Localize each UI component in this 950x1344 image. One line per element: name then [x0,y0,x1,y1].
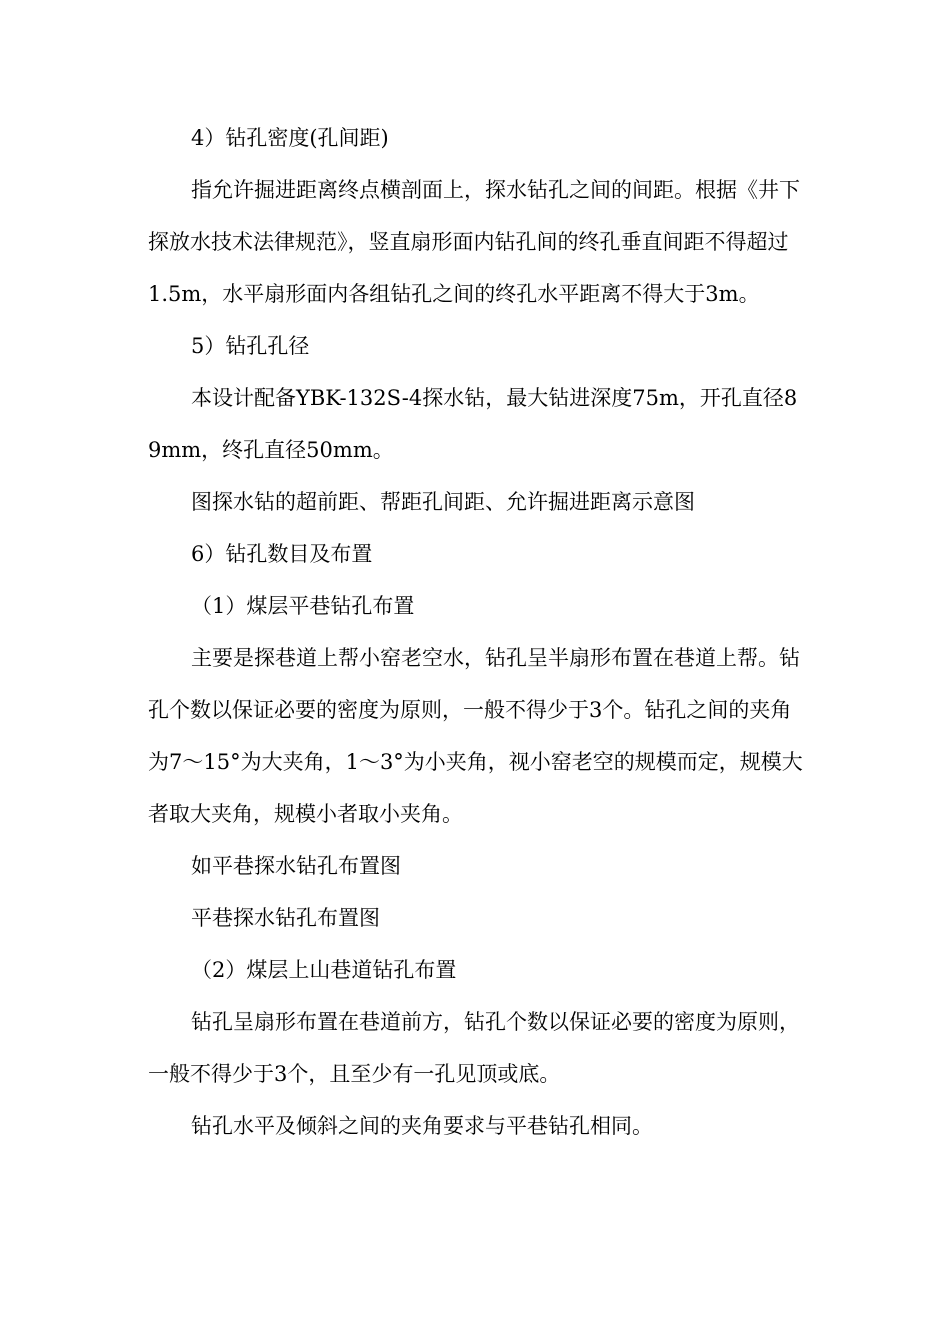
figure-caption-advance-distance: 图探水钻的超前距、帮距孔间距、允许掘进距离示意图 [191,490,695,514]
heading-drill-count-layout: 6）钻孔数目及布置 [191,542,373,566]
paragraph-angle-requirement: 钻孔水平及倾斜之间的夹角要求与平巷钻孔相同。 [191,1114,653,1138]
paragraph-level-roadway: 主要是探巷道上帮小窑老空水，钻孔呈半扇形布置在巷道上帮。钻孔个数以保证必要的密度为原则，一般不得少于3个。钻孔之间的夹角为7～15°为大夹角，1～3°为小夹角，视小窑老空的规模而定，规模大者取大夹角，规模小者取小夹角。 [148,646,803,826]
paragraph-drill-density: 指允许掘进距离终点横剖面上，探水钻孔之间的间距。根据《井下探放水技术法律规范》，竖直扇形面内钻孔间的终孔垂直间距不得超过1.5m，水平扇形面内各组钻孔之间的终孔水平距离不得大于3m。 [148,178,800,306]
document-body [148,112,803,1152]
paragraph-drill-diameter: 本设计配备YBK-132S-4探水钻，最大钻进深度75m，开孔直径89mm，终孔直径50mm。 [148,386,798,462]
heading-drill-density: 4）钻孔密度(孔间距) [191,126,389,150]
subheading-rise-roadway: （2）煤层上山巷道钻孔布置 [191,958,457,982]
paragraph-rise-roadway: 钻孔呈扇形布置在巷道前方，钻孔个数以保证必要的密度为原则，一般不得少于3个，且至少有一孔见顶或底。 [148,1010,800,1086]
figure-reference-level-roadway: 如平巷探水钻孔布置图 [191,854,401,878]
figure-caption-level-roadway: 平巷探水钻孔布置图 [191,906,380,930]
subheading-level-roadway: （1）煤层平巷钻孔布置 [191,594,415,618]
heading-drill-diameter: 5）钻孔孔径 [191,334,310,358]
